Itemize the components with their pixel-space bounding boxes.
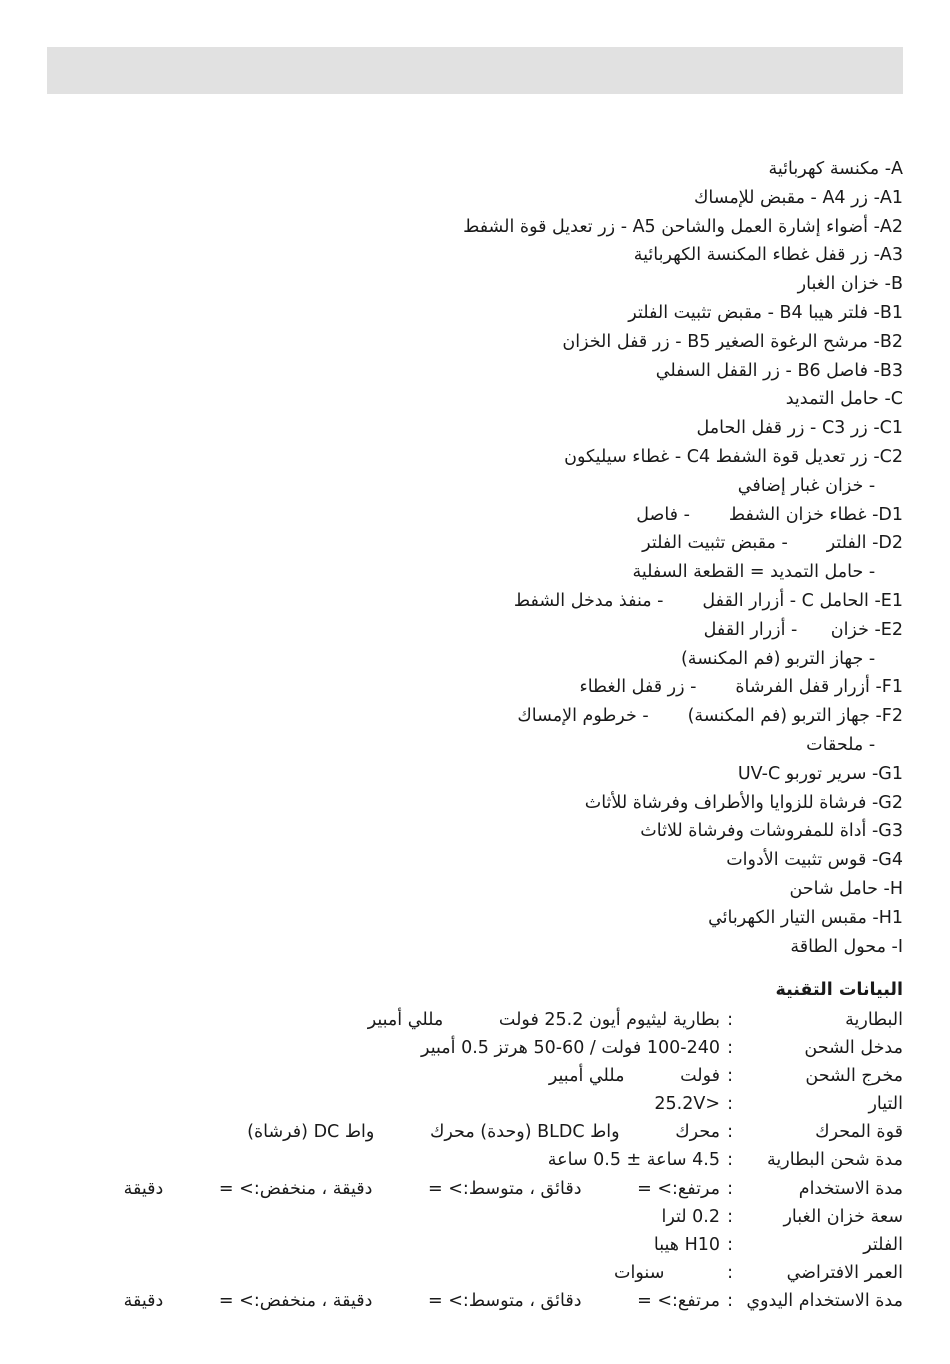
spec-row bbox=[0, 1090, 903, 1118]
part-line: C1- زر C3 - زر قفل الحامل bbox=[696, 418, 903, 439]
part-line: I- محول الطاقة bbox=[790, 936, 903, 957]
spec-row bbox=[0, 1259, 903, 1287]
spec-value: بطارية ليثيوم أيون 25.2 فولت مللي أمبير bbox=[367, 1010, 720, 1030]
part-line: E2- خزان - أزرار القفل bbox=[703, 619, 903, 640]
spec-colon: : bbox=[727, 1010, 733, 1030]
spec-value: محرك واط BLDC (وحدة) محرك واط DC (فرشاة) bbox=[247, 1122, 720, 1143]
part-line: A2- أضواء إشارة العمل والشاحن A5 - زر تعديل قوة الشفط bbox=[463, 216, 903, 237]
part-line: F1- أزرار قفل الفرشاة - زر قفل الغطاء bbox=[579, 677, 903, 698]
part-line: C- حامل التمديد bbox=[785, 389, 903, 410]
spec-colon: : bbox=[727, 1094, 733, 1115]
spec-value: فولت مللي أمبير bbox=[548, 1066, 720, 1087]
part-line: B- خزان الغبار bbox=[797, 274, 903, 295]
spec-colon: : bbox=[727, 1290, 733, 1311]
spec-label: قوة المحرك bbox=[815, 1122, 903, 1143]
part-line: - حامل التمديد = القطعة السفلية bbox=[632, 562, 903, 583]
spec-label: مخرج الشحن bbox=[805, 1066, 903, 1087]
spec-value: سنوات bbox=[614, 1262, 720, 1283]
spec-value: 4.5 ساعة ± 0.5 ساعة bbox=[547, 1150, 720, 1171]
spec-row bbox=[0, 1231, 903, 1259]
spec-label: العمر الافتراضي bbox=[786, 1262, 903, 1283]
header-bar bbox=[47, 47, 903, 94]
spec-row bbox=[0, 1287, 903, 1315]
part-line: - ملحقات bbox=[806, 734, 903, 755]
spec-colon: : bbox=[727, 1038, 733, 1059]
spec-colon: : bbox=[727, 1234, 733, 1255]
part-line: G4- قوس تثبيت الأدوات bbox=[726, 850, 903, 871]
spec-row bbox=[0, 1175, 903, 1203]
part-line: E1- الحامل C - أزرار القفل - منفذ مدخل الشفط bbox=[513, 590, 903, 611]
part-line: C2- زر تعديل قوة الشفط C4 - غطاء سيليكون bbox=[564, 446, 903, 467]
spec-value: مرتفع:> = دقائق ، متوسط:> = دقيقة ، منخفض:> = دقيقة bbox=[123, 1290, 720, 1311]
spec-colon: : bbox=[727, 1066, 733, 1087]
specs-title: البيانات التقنية bbox=[775, 980, 903, 1000]
spec-row bbox=[0, 1203, 903, 1231]
spec-value: <25.2V bbox=[654, 1094, 720, 1115]
part-line: G3- أداة للمفروشات وفرشاة للاثاث bbox=[640, 821, 903, 842]
part-line: A3- زر قفل غطاء المكنسة الكهربائية bbox=[633, 245, 903, 266]
spec-label: الفلتر bbox=[863, 1234, 903, 1255]
part-line: A1- زر A4 - مقبض للإمساك bbox=[693, 187, 903, 208]
part-line: A- مكنسة كهربائية bbox=[768, 159, 903, 179]
spec-label: مدخل الشحن bbox=[804, 1038, 903, 1059]
spec-label: سعة خزان الغبار bbox=[783, 1206, 903, 1227]
spec-label: التيار bbox=[868, 1094, 903, 1115]
spec-row bbox=[0, 1118, 903, 1146]
spec-label: مدة الاستخدام bbox=[798, 1178, 903, 1199]
part-line: - خزان غبار إضافي bbox=[737, 475, 903, 496]
part-line: B3- فاصل B6 - زر القفل السفلي bbox=[655, 360, 903, 381]
part-line: D2- الفلتر - مقبض تثبيت الفلتر bbox=[642, 533, 903, 554]
spec-colon: : bbox=[727, 1150, 733, 1171]
parts-list bbox=[0, 155, 903, 961]
part-line: B1- فلتر هيبا B4 - مقبض تثبيت الفلتر bbox=[628, 302, 903, 323]
spec-colon: : bbox=[727, 1262, 733, 1283]
spec-colon: : bbox=[727, 1206, 733, 1227]
spec-value: 100-240 فولت / 60-50 هرتز 0.5 أمبير bbox=[421, 1038, 720, 1059]
part-line: G1- سرير توربو UV-C bbox=[737, 763, 903, 784]
specs-table bbox=[0, 1006, 903, 1315]
spec-value: H10 هيبا bbox=[653, 1234, 720, 1255]
part-line: F2- جهاز التربو (فم المكنسة) - خرطوم الإمساك bbox=[517, 706, 903, 727]
spec-row bbox=[0, 1006, 903, 1034]
spec-row bbox=[0, 1146, 903, 1174]
spec-label: مدة شحن البطارية bbox=[766, 1150, 903, 1171]
part-line: G2- فرشاة للزوايا والأطراف وفرشاة للأثاث bbox=[584, 792, 903, 813]
part-line: H1- مقبس التيار الكهربائي bbox=[708, 907, 903, 928]
spec-colon: : bbox=[727, 1122, 733, 1143]
spec-row bbox=[0, 1062, 903, 1090]
part-line: H- حامل شاحن bbox=[789, 878, 903, 899]
spec-label: مدة الاستخدام اليدوي bbox=[746, 1290, 903, 1311]
spec-colon: : bbox=[727, 1178, 733, 1199]
spec-row bbox=[0, 1034, 903, 1062]
spec-value: مرتفع:> = دقائق ، متوسط:> = دقيقة ، منخفض:> = دقيقة bbox=[123, 1178, 720, 1199]
spec-label: البطارية bbox=[845, 1010, 903, 1030]
spec-value: 0.2 لترا bbox=[661, 1206, 720, 1227]
part-line: D1- غطاء خزان الشفط - فاصل bbox=[636, 504, 903, 525]
part-line: B2- مرشح الرغوة الصغير B5 - زر قفل الخزان bbox=[562, 331, 903, 352]
part-line: - جهاز التربو (فم المكنسة) bbox=[680, 648, 903, 669]
